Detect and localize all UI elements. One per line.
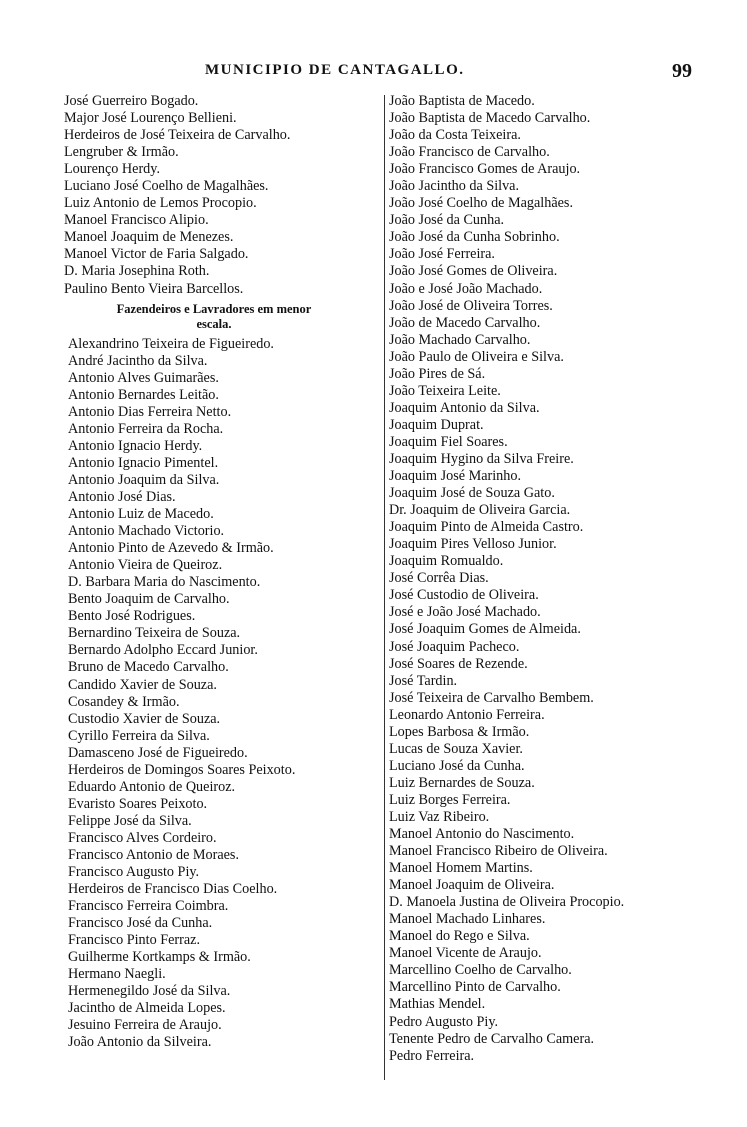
list-item: José e João José Machado. (389, 604, 541, 621)
list-item: João Francisco de Carvalho. (389, 144, 550, 161)
list-item: José Joaquim Gomes de Almeida. (389, 621, 581, 638)
list-item: Antonio Vieira de Queiroz. (68, 557, 223, 574)
list-item: João e José João Machado. (389, 280, 543, 297)
page-title: MUNICIPIO DE CANTAGALLO. (205, 62, 465, 78)
list-item: João Francisco Gomes de Araujo. (389, 161, 581, 178)
list-item: Herdeiros de Domingos Soares Peixoto. (68, 761, 296, 778)
list-item: Francisco Ferreira Coimbra. (68, 898, 229, 915)
list-item: Herdeiros de Francisco Dias Coelho. (68, 881, 278, 898)
list-item: Cyrillo Ferreira da Silva. (68, 727, 210, 744)
list-item: João Paulo de Oliveira e Silva. (389, 348, 564, 365)
list-item: Dr. Joaquim de Oliveira Garcia. (389, 502, 571, 519)
list-item: D. Maria Josephina Roth. (64, 263, 210, 280)
list-item: Francisco Antonio de Moraes. (68, 846, 240, 863)
list-item: Antonio Ignacio Pimentel. (68, 454, 219, 471)
list-item: Antonio Joaquim da Silva. (68, 471, 220, 488)
list-item: Francisco José da Cunha. (68, 915, 213, 932)
list-item: João Antonio da Silveira. (68, 1034, 212, 1051)
page-header (0, 52, 747, 82)
list-item: Manoel Machado Linhares. (389, 911, 546, 928)
list-item: Antonio Ignacio Herdy. (68, 437, 203, 454)
list-item: Joaquim José Marinho. (389, 468, 522, 485)
list-item: Manoel Joaquim de Menezes. (64, 229, 234, 246)
list-item: João José Gomes de Oliveira. (389, 263, 558, 280)
list-item: Lopes Barbosa & Irmão. (389, 723, 530, 740)
list-item: João Baptista de Macedo. (389, 93, 535, 109)
list-item: Antonio Luiz de Macedo. (68, 506, 214, 523)
list-item: Francisco Alves Cordeiro. (68, 829, 217, 846)
list-item: José Teixeira de Carvalho Bembem. (389, 689, 594, 706)
list-item: Jesuino Ferreira de Araujo. (68, 1017, 222, 1034)
left-column (64, 93, 382, 1052)
list-item: Hermenegildo José da Silva. (68, 983, 231, 1000)
list-item: D. Barbara Maria do Nascimento. (68, 574, 261, 591)
list-item: José Corrêa Dias. (389, 570, 489, 587)
list-item: José Soares de Rezende. (389, 655, 528, 672)
list-item: Luciano José da Cunha. (389, 757, 525, 774)
list-item: Marcellino Pinto de Carvalho. (389, 979, 561, 996)
list-item: Joaquim Pinto de Almeida Castro. (389, 519, 584, 536)
list-item: Manoel Homem Martins. (389, 860, 533, 877)
list-item: Damasceno José de Figueiredo. (68, 744, 248, 761)
list-item: João da Costa Teixeira. (389, 127, 521, 144)
list-item: João José Ferreira. (389, 246, 495, 263)
list-item: Evaristo Soares Peixoto. (68, 795, 208, 812)
list-item: João Machado Carvalho. (389, 331, 531, 348)
list-item: João José Coelho de Magalhães. (389, 195, 574, 212)
list-item: Manoel Victor de Faria Salgado. (64, 246, 249, 263)
list-item: Manoel Francisco Alipio. (64, 212, 209, 229)
list-item: Luiz Borges Ferreira. (389, 791, 511, 808)
list-item: Bento José Rodrigues. (68, 608, 196, 625)
list-item: Joaquim Duprat. (389, 416, 484, 433)
list-item: João Teixeira Leite. (389, 382, 501, 399)
list-item: João José da Cunha. (389, 212, 505, 229)
list-item: Felippe José da Silva. (68, 812, 192, 829)
section-subheading (64, 302, 364, 332)
list-item: José Custodio de Oliveira. (389, 587, 539, 604)
left-top-list (64, 93, 382, 298)
list-item: Antonio Ferreira da Rocha. (68, 420, 224, 437)
page-number: 99 (672, 60, 692, 82)
list-item: Luiz Bernardes de Souza. (389, 774, 535, 791)
list-item: Antonio Pinto de Azevedo & Irmão. (68, 540, 274, 557)
list-item: Cosandey & Irmão. (68, 693, 180, 710)
list-item: Antonio Alves Guimarães. (68, 369, 219, 386)
list-item: Joaquim Pires Velloso Junior. (389, 536, 557, 553)
subheading-line-2: escala. (196, 316, 232, 331)
list-item: Luciano José Coelho de Magalhães. (64, 178, 269, 195)
list-item: Joaquim Antonio da Silva. (389, 399, 540, 416)
list-item: Candido Xavier de Souza. (68, 676, 217, 693)
list-item: Joaquim Hygino da Silva Freire. (389, 450, 574, 467)
list-item: Lucas de Souza Xavier. (389, 740, 523, 757)
list-item: Manoel do Rego e Silva. (389, 928, 530, 945)
list-item: Custodio Xavier de Souza. (68, 710, 221, 727)
list-item: Bernardino Teixeira de Souza. (68, 625, 241, 642)
list-item: Francisco Augusto Piy. (68, 864, 200, 881)
right-column (389, 93, 739, 1065)
list-item: João de Macedo Carvalho. (389, 314, 541, 331)
column-divider (384, 95, 385, 1080)
list-item: Mathias Mendel. (389, 996, 486, 1013)
list-item: Jacintho de Almeida Lopes. (68, 1000, 226, 1017)
list-item: Luiz Antonio de Lemos Procopio. (64, 195, 257, 212)
list-item: Pedro Augusto Piy. (389, 1013, 499, 1030)
list-item: João Baptista de Macedo Carvalho. (389, 110, 591, 127)
list-item: João José da Cunha Sobrinho. (389, 229, 560, 246)
list-item: Manoel Vicente de Araujo. (389, 945, 542, 962)
right-main-list (389, 93, 739, 1065)
list-item: Antonio Dias Ferreira Netto. (68, 403, 232, 420)
list-item: Bruno de Macedo Carvalho. (68, 659, 229, 676)
list-item: D. Manoela Justina de Oliveira Procopio. (389, 894, 625, 911)
list-item: Eduardo Antonio de Queiroz. (68, 778, 236, 795)
list-item: Tenente Pedro de Carvalho Camera. (389, 1030, 595, 1047)
list-item: Manoel Joaquim de Oliveira. (389, 877, 555, 894)
list-item: Francisco Pinto Ferraz. (68, 932, 200, 949)
list-item: João José de Oliveira Torres. (389, 297, 553, 314)
list-item: José Tardin. (389, 672, 458, 689)
list-item: Paulino Bento Vieira Barcellos. (64, 280, 244, 297)
list-item: Manoel Antonio do Nascimento. (389, 826, 575, 843)
list-item: Antonio Machado Victorio. (68, 523, 225, 540)
list-item: Herdeiros de José Teixeira de Carvalho. (64, 127, 291, 144)
list-item: Marcellino Coelho de Carvalho. (389, 962, 572, 979)
list-item: Major José Lourenço Bellieni. (64, 110, 237, 127)
list-item: Alexandrino Teixeira de Figueiredo. (68, 335, 274, 352)
list-item: Antonio Bernardes Leitão. (68, 386, 219, 403)
subheading-line-1: Fazendeiros e Lavradores em menor (116, 301, 312, 316)
list-item: Pedro Ferreira. (389, 1047, 475, 1064)
left-main-list (64, 336, 382, 1052)
list-item: Joaquim Fiel Soares. (389, 433, 508, 450)
list-item: Hermano Naegli. (68, 966, 166, 983)
list-item: Guilherme Kortkamps & Irmão. (68, 949, 251, 966)
list-item: Joaquim José de Souza Gato. (389, 485, 555, 502)
list-item: Leonardo Antonio Ferreira. (389, 706, 545, 723)
list-item: André Jacintho da Silva. (68, 352, 208, 369)
list-item: Lengruber & Irmão. (64, 144, 179, 161)
list-item: Luiz Vaz Ribeiro. (389, 808, 490, 825)
list-item: Bernardo Adolpho Eccard Junior. (68, 642, 258, 659)
list-item: José Guerreiro Bogado. (64, 93, 199, 109)
list-item: João Pires de Sá. (389, 365, 486, 382)
list-item: Antonio José Dias. (68, 488, 176, 505)
list-item: Lourenço Herdy. (64, 161, 160, 178)
list-item: Manoel Francisco Ribeiro de Oliveira. (389, 843, 608, 860)
list-item: José Joaquim Pacheco. (389, 638, 520, 655)
list-item: João Jacintho da Silva. (389, 178, 520, 195)
list-item: Joaquim Romualdo. (389, 553, 504, 570)
list-item: Bento Joaquim de Carvalho. (68, 591, 230, 608)
